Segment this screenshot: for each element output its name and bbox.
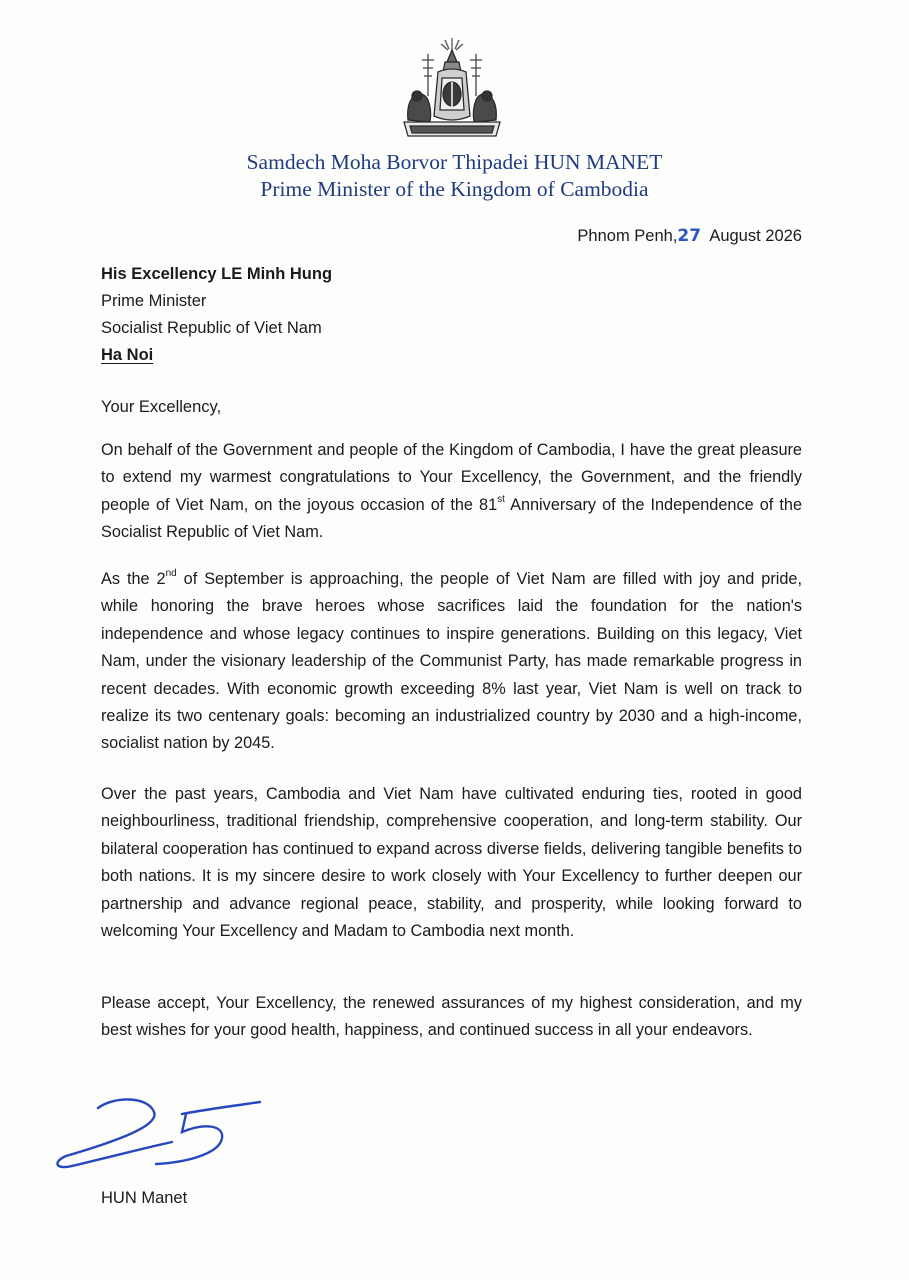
paragraph-3: Over the past years, Cambodia and Viet Nam have cultivated enduring ties, rooted in good neighbourliness, traditional friendship, comprehensive cooperation, and long-term stability. Our bilateral cooperation has continued to expand across diverse fields, delivering tangible benefits to both nations. It is my sincere desire to work closely with Your Excellency to further deepen our partnership and advance regional peace, stability, and prosperity, while looking forward to welcoming Your Excellency and Madam to Cambodia next month. [101, 785, 802, 941]
sender-title-heading: Prime Minister of the Kingdom of Cambodia [260, 177, 649, 201]
paragraph-2-text-a: As the 2 [101, 570, 166, 588]
recipient-name: His Excellency LE Minh Hung [101, 265, 333, 283]
salutation: Your Excellency, [101, 398, 222, 416]
handwritten-signature [52, 1092, 267, 1172]
recipient-city: Ha Noi [101, 346, 154, 364]
sender-name-heading: Samdech Moha Borvor Thipadei HUN MANET [246, 150, 663, 174]
paragraph-1-text-a: On behalf of the Government and people of the Kingdom of Cambodia, I have the great pleasure to extend my warmest congratulations to Your Excellency, the Government, and the friendly people of Viet Nam, on the joyous occasion of the 81 [101, 441, 802, 514]
paragraph-2-superscript: nd [165, 568, 177, 579]
paragraph-4: Please accept, Your Excellency, the renewed assurances of my highest consideration, and my best wishes for your good health, happiness, and continued success in all your endeavors. [101, 994, 802, 1040]
paragraph-1 [101, 437, 802, 547]
recipient-title: Prime Minister [101, 292, 207, 310]
royal-crest-icon [398, 36, 506, 140]
recipient-country: Socialist Republic of Viet Nam [101, 319, 322, 337]
dateline-month-year: August 2026 [709, 227, 802, 245]
dateline-day-handwritten: 27 [677, 226, 702, 246]
dateline [577, 226, 802, 246]
paragraph-2 [101, 566, 802, 758]
signatory-name: HUN Manet [101, 1189, 188, 1207]
paragraph-2-text-b: of September is approaching, the people of Viet Nam are filled with joy and pride, while honoring the brave heroes whose sacrifices laid the foundation for the nation's independence and whose legacy continues to inspire generations. Building on this legacy, Viet Nam, under the visionary leadership of the Communist Party, has made remarkable progress in recent decades. With economic growth exceeding 8% last year, Viet Nam is well on track to realize its two centenary goals: becoming an industrialized country by 2030 and a high-income, socialist nation by 2045. [101, 570, 802, 753]
dateline-place: Phnom Penh, [577, 227, 678, 245]
paragraph-1-text-b: Anniversary of the Independence of the Socialist Republic of Viet Nam. [101, 495, 802, 542]
paragraph-1-superscript: st [497, 493, 505, 505]
